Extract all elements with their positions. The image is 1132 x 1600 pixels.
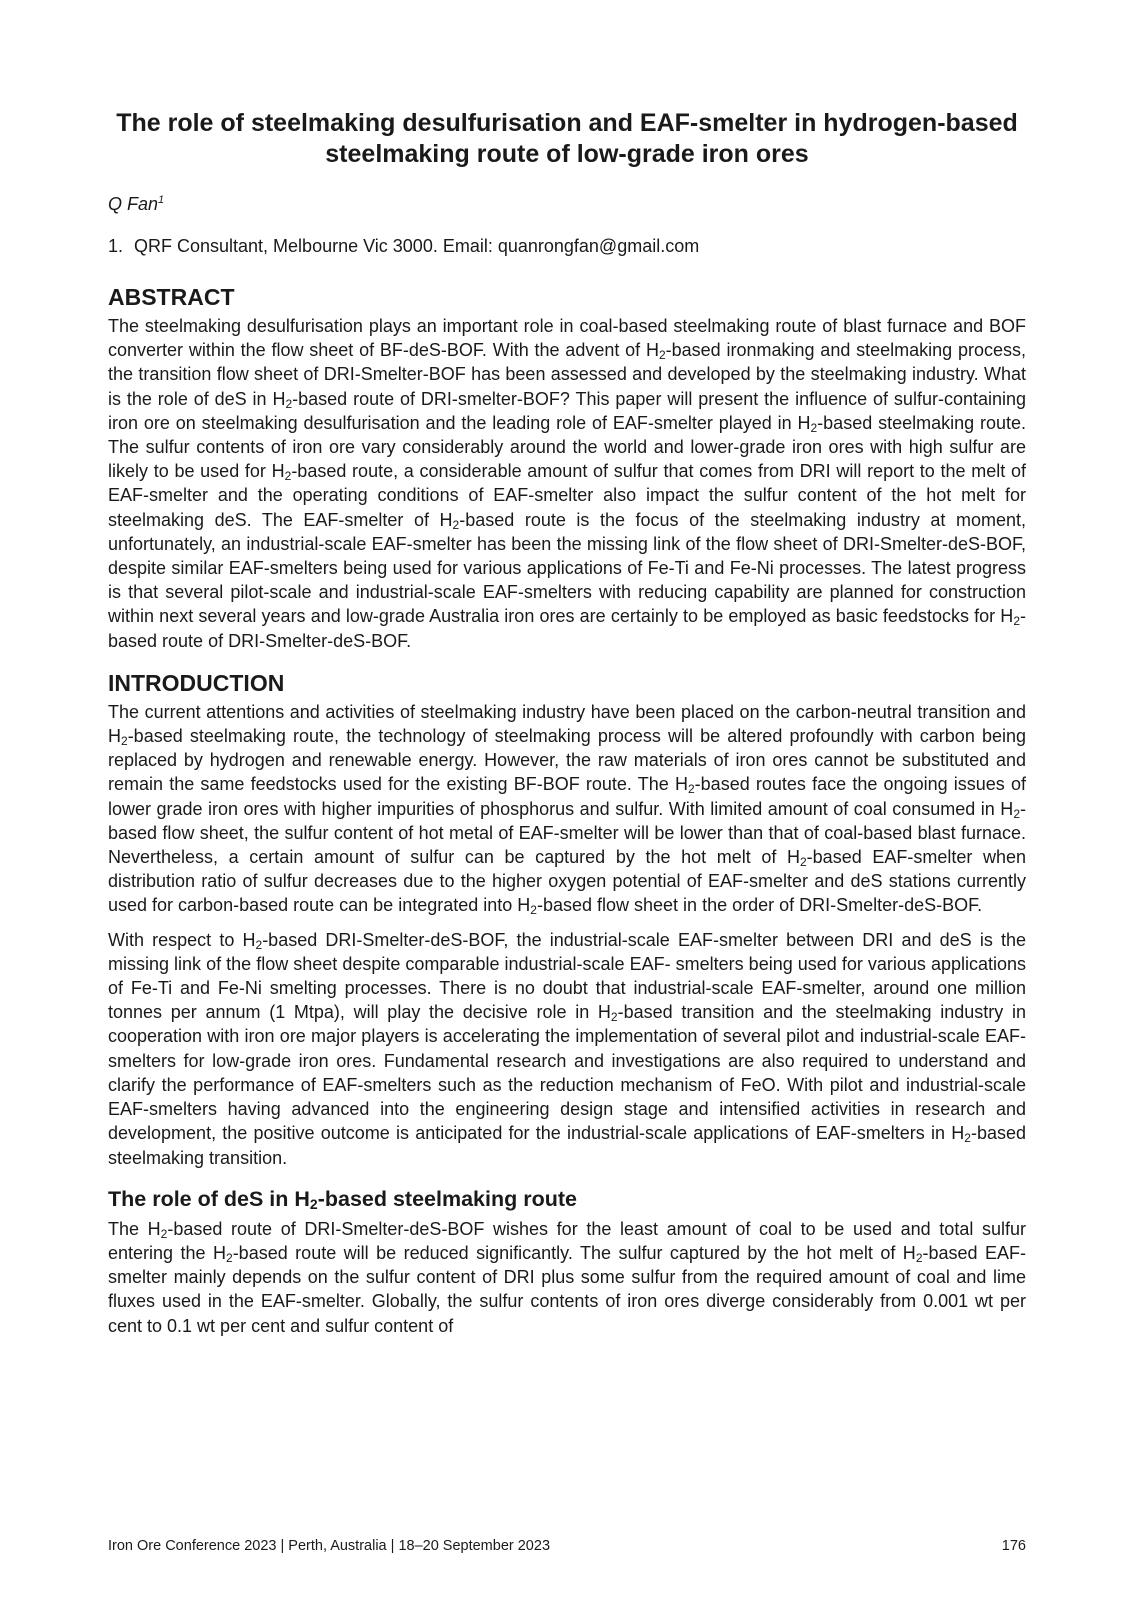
introduction-paragraph-2: With respect to $H_2$-based DRI-Smelter-deS-BOF, the industrial-scale EAF-smelter between DRI and deS is the missing link of the flow sheet despite comparable industrial-scale EAF- smelters being used for various applications of Fe-Ti and Fe-Ni smelting processes. There is no doubt that industrial-scale EAF-smelter, around one million tonnes per annum (1 Mtpa), will play the decisive role in $H_2$-based transition and the steelmaking industry in cooperation with iron ore major players is accelerating the implementation of several pilot and industrial-scale EAF-smelters for low-grade iron ores. Fundamental research and investigations are also required to understand and clarify the performance of EAF-smelters such as the reduction mechanism of FeO. With pilot and industrial-scale EAF-smelters having advanced into the engineering design stage and intensified activities in research and development, the positive outcome is anticipated for the industrial-scale applications of EAF-smelters in $H_2$-based steelmaking transition. xyxy=(108,929,1027,1168)
affiliation-text: QRF Consultant, Melbourne Vic 3000. Email: quanrongfan@gmail.com xyxy=(134,236,700,256)
paper-title: The role of steelmaking desulfurisation and EAF-smelter in hydrogen-based steelmaking route of low-grade iron ores xyxy=(116,109,1018,168)
affiliation xyxy=(108,235,1026,257)
author-name: Q Fan xyxy=(108,194,159,214)
footer-conference: Iron Ore Conference 2023 | Perth, Australia | 18–20 September 2023 xyxy=(108,1538,551,1554)
author-affil-sup: 1 xyxy=(158,194,165,206)
introduction-heading: INTRODUCTION xyxy=(108,669,285,696)
page-footer xyxy=(108,1537,1026,1555)
abstract-heading: ABSTRACT xyxy=(108,284,235,310)
section-heading-des-role: The role of deS in $H_2$-based steelmaking route xyxy=(108,1186,577,1212)
author-line xyxy=(108,189,1026,215)
section-paragraph-1: The $H_2$-based route of DRI-Smelter-deS-BOF wishes for the least amount of coal to be used and total sulfur entering the $H_2$-based route will be reduced significantly. The sulfur captured by the hot melt of $H_2$-based EAF-smelter mainly depends on the sulfur content of DRI plus some sulfur from the required amount of coal and lime fluxes used in the EAF-smelter. Globally, the sulfur contents of iron ores diverge considerably from 0.001 wt per cent to 0.1 wt per cent and sulfur content of xyxy=(108,1218,1026,1336)
page-number: 176 xyxy=(1001,1538,1026,1554)
paper-page xyxy=(108,108,1026,1348)
abstract-paragraph: The steelmaking desulfurisation plays an important role in coal-based steelmaking route of blast furnace and BOF converter within the flow sheet of BF-deS-BOF. With the advent of $H_2$-based ironmaking and steelmaking process, the transition flow sheet of DRI-Smelter-BOF has been assessed and developed by the steelmaking industry. What is the role of deS in $H_2$-based route of DRI-smelter-BOF? This paper will present the influence of sulfur-containing iron ore on steelmaking desulfurisation and the leading role of EAF-smelter played in $H_2$-based steelmaking route. The sulfur contents of iron ore vary considerably around the world and lower-grade iron ores with high sulfur are likely to be used for $H_2$-based route, a considerable amount of sulfur that comes from DRI will report to the melt of EAF-smelter and the operating conditions of EAF-smelter also impact the sulfur content of the hot melt for steelmaking deS. The EAF-smelter of $H_2$-based route is the focus of the steelmaking industry at moment, unfortunately, an industrial-scale EAF-smelter has been the missing link of the flow sheet of DRI-Smelter-deS-BOF, despite similar EAF-smelters being used for various applications of Fe-Ti and Fe-Ni processes. The latest progress is that several pilot-scale and industrial-scale EAF-smelters with reducing capability are planned for construction within next several years and low-grade Australia iron ores are certainly to be employed as basic feedstocks for $H_2$-based route of DRI-Smelter-deS-BOF. xyxy=(108,316,1027,651)
introduction-paragraph-1: The current attentions and activities of steelmaking industry have been placed on the carbon-neutral transition and $H_2$-based steelmaking route, the technology of steelmaking process will be altered profoundly with carbon being replaced by hydrogen and renewable energy. However, the raw materials of iron ores cannot be substituted and remain the same feedstocks used for the existing BF-BOF route. The $H_2$-based routes face the ongoing issues of lower grade iron ores with higher impurities of phosphorus and sulfur. With limited amount of coal consumed in $H_2$-based flow sheet, the sulfur content of hot metal of EAF-smelter will be lower than that of coal-based blast furnace. Nevertheless, a certain amount of sulfur can be captured by the hot melt of $H_2$-based EAF-smelter when distribution ratio of sulfur decreases due to the higher oxygen potential of EAF-smelter and deS stations currently used for carbon-based route can be integrated into $H_2$-based flow sheet in the order of DRI-Smelter-deS-BOF. xyxy=(108,701,1027,918)
affiliation-number: 1. xyxy=(108,236,124,256)
